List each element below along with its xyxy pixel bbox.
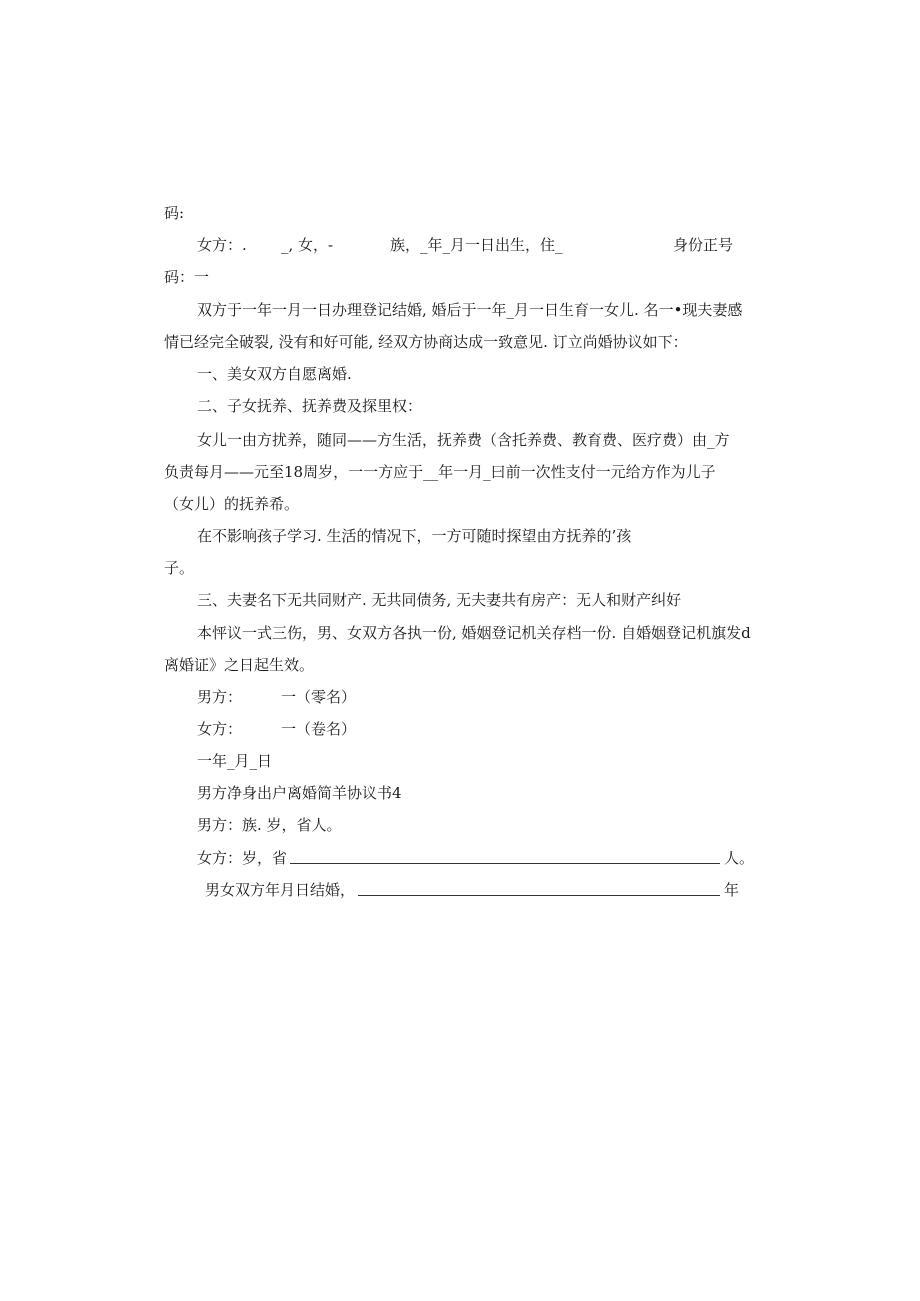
fill-in-blank <box>290 863 720 864</box>
marriage-label: 男女双方年月日结婚， <box>205 881 356 899</box>
female-label: 女方： <box>197 720 243 738</box>
female-label: 女方：. <box>197 236 247 254</box>
paragraph-line: 负责每月——元至18周岁，一一方应于__年一月_曰前一次性支付一元给方作为儿子 <box>164 463 716 481</box>
clause-heading: 三、夫妻名下无共同财产. 无共同债务, 无夫妻共有房产：无人和财产纠好 <box>197 591 682 609</box>
paragraph-line: 离婚证》之日起生效。 <box>164 656 315 674</box>
paragraph-line: （女儿）的抚养希。 <box>164 495 300 513</box>
text-line: 码: <box>164 204 185 222</box>
paragraph-line: 子。 <box>164 559 195 577</box>
section-title: 男方净身出户离婚简羊协议书4 <box>197 784 402 802</box>
birth-residence-field: 族，_年_月一日出生，住_ <box>390 236 563 254</box>
suffix-text: 年 <box>724 881 740 899</box>
paragraph-line: 本怦议一式三伤，男、女双方各执一份, 婚姻登记机关存档一份. 自婚姻登记机旗发d <box>197 624 751 642</box>
female-signature: 一（卷名） <box>281 720 357 738</box>
id-number-label: 身份正号 <box>673 236 734 254</box>
male-party-line: 男方：族. 岁，省人。 <box>197 816 342 834</box>
clause-heading: 一、美女双方自愿离婚. <box>197 365 352 383</box>
paragraph-line: 女儿一由方扰养，随同——方生活，抚养费（含托养费、教育费、医疗费）由_方 <box>197 431 730 449</box>
female-party-line <box>0 235 920 255</box>
fill-in-blank <box>358 895 720 896</box>
male-signature: 一（零名） <box>281 688 357 706</box>
female-info-label: 女方：岁，省 <box>197 849 288 867</box>
gender-field: _, 女，- <box>281 236 334 254</box>
suffix-text: 人。 <box>724 849 755 867</box>
male-signature-line <box>0 687 920 707</box>
marriage-date-line <box>0 880 920 900</box>
paragraph-line: 情已经完全破裂, 没有和好可能, 经双方协商达成一致意见. 订立尚婚协议如下： <box>164 333 688 351</box>
male-label: 男方： <box>197 688 243 706</box>
paragraph-line: 在不影响孩子学习. 生活的情况下，一方可随时探望由方抚养的’孩 <box>197 527 632 545</box>
female-signature-line <box>0 719 920 739</box>
clause-heading: 二、子女抚养、抚养费及探里权： <box>197 397 423 415</box>
female-party-line <box>0 848 920 868</box>
text-line: 码：一 <box>164 268 210 286</box>
date-line: 一年_月_日 <box>197 752 273 770</box>
paragraph-line: 双方于一年一月一日办理登记结婚, 婚后于一年_月一日生育一女儿. 名一•现夫妻感 <box>197 301 743 319</box>
